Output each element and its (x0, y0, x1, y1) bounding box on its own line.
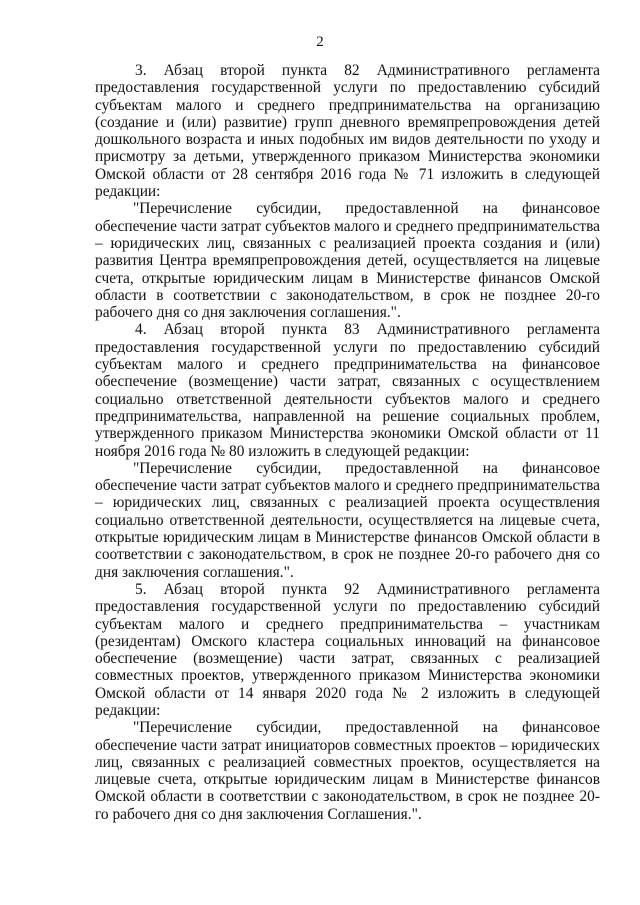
quoted-replacement-text: "Перечисление субсидии, предоставленной на финансовое обеспечение части затрат инициаторов совместных проектов – юридических лиц, связанных с реализацией совместных проектов, осуществляется на лицевые счета, открытые юридическим лицам в Министерстве финансов Омской области в соответствии с законодательством, в срок не позднее 20-го рабочего дня со дня заключения Соглашения.". (95, 719, 600, 823)
document-body (95, 62, 600, 823)
paragraph-item-3: 3. Абзац второй пункта 82 Административного регламента предоставления государственной услуги по предоставлению субсидий субъектам малого и среднего предпринимательства на организацию (создание и (или) развитие) групп дневного времяпрепровождения детей дошкольного возраста и иных подобных им видов деятельности по уходу и присмотру за детьми, утвержденного приказом Министерства экономики Омской области от 28 сентября 2016 года № 71 изложить в следующей редакции: (95, 62, 600, 201)
quoted-replacement-text: "Перечисление субсидии, предоставленной на финансовое обеспечение части затрат субъектов малого и среднего предпринимательства – юридических лиц, связанных с реализацией проекта осуществления социально ответственной деятельности, осуществляется на лицевые счета, открытые юридическим лицам в Министерстве финансов Омской области в соответствии с законодательством, в срок не позднее 20-го рабочего дня со дня заключения соглашения.". (95, 459, 600, 581)
quoted-replacement-text: "Перечисление субсидии, предоставленной на финансовое обеспечение части затрат субъектов малого и среднего предпринимательства – юридических лиц, связанных с реализацией проекта создания и (или) развития Центра времяпрепровождения детей, осуществляется на лицевые счета, открытые юридическим лицам в Министерстве финансов Омской области в соответствии с законодательством, в срок не позднее 20-го рабочего дня со дня заключения соглашения.". (95, 200, 600, 322)
paragraph-item-4: 4. Абзац второй пункта 83 Административного регламента предоставления государственной услуги по предоставлению субсидий субъектам малого и среднего предпринимательства на финансовое обеспечение (возмещение) части затрат, связанных с осуществлением социально ответственной деятельности субъектов малого и среднего предпринимательства, направленной на решение социальных проблем, утвержденного приказом Министерства экономики Омской области от 11 ноября 2016 года № 80 изложить в следующей редакции: (95, 321, 600, 460)
paragraph-item-5: 5. Абзац второй пункта 92 Административного регламента предоставления государственной услуги по предоставлению субсидий субъектам малого и среднего предпринимательства – участникам (резидентам) Омского кластера социальных инноваций на финансовое обеспечение (возмещение) части затрат, связанных с реализацией совместных проектов, утвержденного приказом Министерства экономики Омской области от 14 января 2020 года № 2 изложить в следующей редакции: (95, 580, 600, 719)
page-number: 2 (316, 34, 324, 50)
